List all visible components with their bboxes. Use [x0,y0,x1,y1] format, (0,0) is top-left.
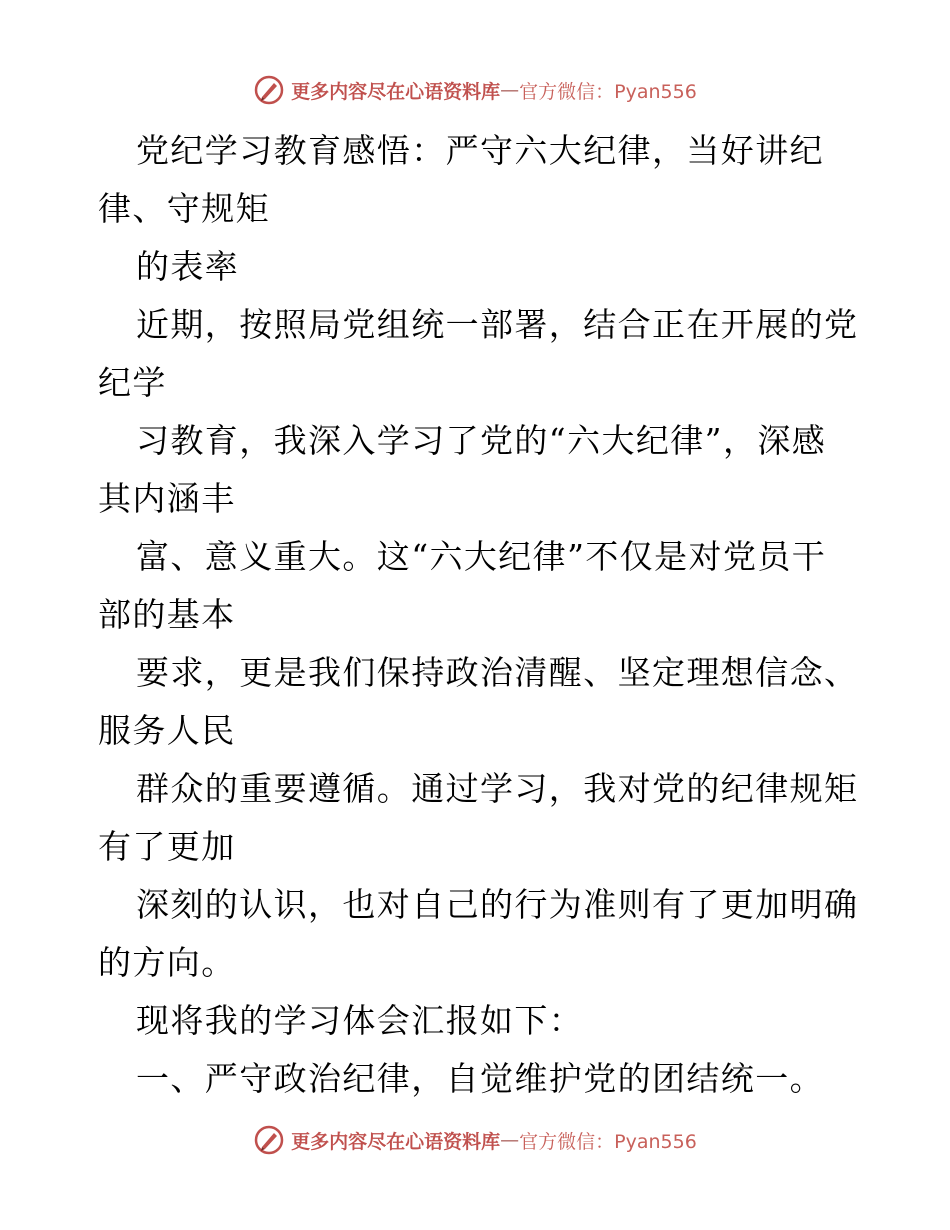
document-line: 律、守规矩 [98,189,270,228]
watermark-separator: — [500,1129,520,1151]
watermark-account: 官方微信：Pyan556 [519,1130,697,1153]
document-line: 群众的重要遵循。通过学习，我对党的纪律规矩 [136,769,859,808]
document-line: 近期，按照局党组统一部署，结合正在开展的党 [136,305,859,344]
document-line: 其内涵丰 [98,479,236,518]
header-watermark [0,70,950,110]
document-line: 部的基本 [98,595,236,634]
document-line: 纪学 [98,363,167,402]
pen-logo-icon [253,1124,285,1156]
pen-logo-icon [253,74,285,106]
document-line: 富、意义重大。这“六大纪律”不仅是对党员干 [136,537,827,576]
footer-watermark [0,1120,950,1160]
watermark-separator: — [500,79,520,101]
watermark-account: 官方微信：Pyan556 [519,80,697,103]
document-line: 一、严守政治纪律，自觉维护党的团结统一。 [136,1059,824,1098]
document-line: 要求，更是我们保持政治清醒、坚定理想信念、 [136,653,859,692]
document-body [98,122,858,1108]
document-line: 服务人民 [98,711,236,750]
document-line: 的方向。 [98,943,236,982]
watermark-brand: 更多内容尽在心语资料库 [291,80,501,103]
document-line: 有了更加 [98,827,236,866]
document-line: 党纪学习教育感悟：严守六大纪律，当好讲纪 [136,131,824,170]
watermark-brand: 更多内容尽在心语资料库 [291,1130,501,1153]
document-line: 的表率 [136,247,240,286]
document-line: 深刻的认识，也对自己的行为准则有了更加明确 [136,885,859,924]
document-line: 习教育，我深入学习了党的“六大纪律”，深感 [136,421,827,460]
document-line: 现将我的学习体会汇报如下： [136,1001,584,1040]
